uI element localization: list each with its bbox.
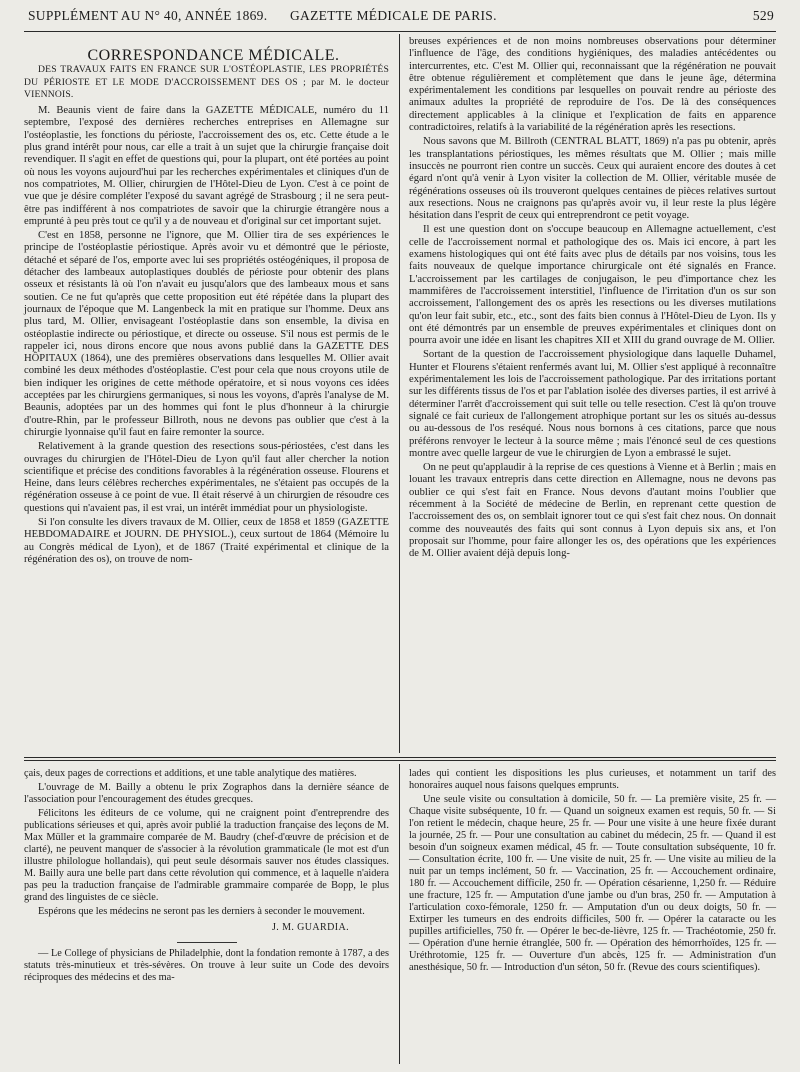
- fees-list: Une seule visite ou consultation à domicile, 50 fr. — La première visite, 25 fr. — Chaque visite subséquente, 10 fr. — Quand un soigneux examen est requis, 50 fr. — Si l'on retient le médecin, chaque heure, 25 fr. — Pour une visite à une heure fixée durant la journée, 25 fr. — Pour une consultation au cabinet du médecin, 25 fr. — Quand il est besoin d'un soigneux examen médical, 45 fr. — Toute consultation subséquente, 10 fr. — Consultation écrite, 100 fr. — Une visite de nuit, 25 fr. — Une visite au milieu de la nuit par un temps inclément, 50 fr. — Vaccination, 25 fr. — Accouchement ordinaire, 180 fr. — Accouchement difficile, 250 fr. — Opération césarienne, 1,250 fr. — Réduire une fracture, 125 fr. — Amputation d'une jambe ou d'un bras, 250 fr. — Amputation à l'articulation coxo-fémorale, 1250 fr. — Amputation d'un ou deux doigts, 50 fr. — Extirper les tumeurs en des endroits difficiles, 500 fr. — Opérer la cataracte ou les pupilles artificielles, 750 fr. — Opérer le bec-de-lièvre, 125 fr. — Trachéotomie, 250 fr. — Opération d'une hernie étranglée, 500 fr. — Opération des hémorrhoïdes, 125 fr. — Uréthrotomie, 125 fr. — Ouverture d'un abcès, 125 fr. — Administration d'un anesthésique, 50 fr. — Introduction d'un séton, 50 fr. (Revue des cours scientifiques).: [409, 794, 776, 973]
- column-divider-bottom: [399, 764, 400, 1064]
- review-left-column: [24, 768, 389, 984]
- article-paragraph: Relativement à la grande question des resections sous-périostées, c'est dans les ouvrages du chirurgien de l'Hôtel-Dieu de Lyon qu'il faut aller chercher la notion scientifique et précise des conditions favorables à la régénération osseuse. Flourens et Heine, dans leurs célèbres recherches expérimentales, ne s'étaient pas occupés de la régénération osseuse à ce point de vue. Il était réservé à un chirurgien de résoudre ces questions qui n'avaient pas, il est vrai, un intérêt immédiat pour un physiologiste.: [24, 441, 389, 514]
- article-paragraph: Nous savons que M. Billroth (CENTRAL BLATT, 1869) n'a pas pu obtenir, après les transplantations périostiques, les mêmes résultats que M. Ollier ; mais mille insuccès ne pourront rien contre un succès. Ceux qui auraient encore des doutes à cet égard n'ont qu'à venir à Lyon visiter la collection de M. Ollier, véritable musée de régénérations osseuses où ils trouveront quelques centaines de pièces relatives surtout aux resections. Nous ne craignons pas qu'après avoir vu, il leur reste la plus légère hésitation dans l'esprit de ceux qui entreprendront ce petit voyage.: [409, 136, 776, 222]
- fees-intro: lades qui contient les dispositions les plus curieuses, et notamment un tarif des honoraires auquel nous faisons quelques emprunts.: [409, 768, 776, 791]
- review-paragraph: Félicitons les éditeurs de ce volume, qui ne craignent point d'entreprendre des publications sérieuses et qui, après avoir publié la traduction française des leçons de M. Max Müller et la grammaire comparée de M. Baudry (chef-d'œuvre de précision et de clarté), ne peuvent manquer de s'associer à la révolution grammaticale (le mot est d'un illustre philologue hollandais), qui peut seule désormais sauver nos études classiques. M. Bailly aura une belle part dans cette révolution qui commence, et à laquelle n'aidera pas peu la traduction française de l'admirable grammaire comparée de Bopp, le plus grand des linguistes de ce siècle.: [24, 808, 389, 903]
- article-title: CORRESPONDANCE MÉDICALE.: [87, 47, 340, 64]
- header-page-number: 529: [752, 8, 774, 23]
- article-paragraph: C'est en 1858, personne ne l'ignore, que M. Ollier tira de ses expériences le principe de l'ostéoplastie périostique. Après avoir vu et démontré que le périoste, détaché et séparé de l'os, emporte avec lui ses propriétés ostéogéniques, il proposa de détacher des lambeaux autoplastiques doublés de périoste pour obtenir des plans osseux et résistants là où l'on n'avait eu jusqu'alors que des lambeaux mous et sans soutien. Ce ne fut qu'après que cette proposition eut été répétée dans la plupart des journaux de l'époque que M. Langenbeck la mit en pratique sur l'homme. Deux ans plus tard, M. Ollier, envisageant l'ostéoplastie dans son ensemble, la divisa en ostéoplastie indirecte ou périostique, et directe ou osseuse. S'il nous est permis de le rappeler ici, nous dirons encore que nous avons publié dans la GAZETTE DES HÔPITAUX (1864), une des premières observations dans lesquelles M. Ollier avait combiné les deux méthodes d'ostéoplastie. C'est pour cela que nous croyons utile de bien indiquer les origines de cette méthode opératoire, et si nous voyons ces idées acceptées par les chirurgiens germaniques, si nous les voyons, d'après l'analyse de M. Beaunis, adoptées par un des hommes qui font le plus d'honneur à la chirurgie d'outre-Rhin, par le professeur Billroth, nous ne devons pas oublier que c'est à la chirurgie lyonnaise qu'il faut en faire remonter la source.: [24, 230, 389, 438]
- review-signature: J. M. GUARDIA.: [272, 922, 349, 933]
- header-rule: [24, 31, 776, 32]
- review-paragraph: Espérons que les médecins ne seront pas les derniers à seconder le mouvement.: [38, 906, 365, 917]
- article-paragraph: Sortant de la question de l'accroissement physiologique dans laquelle Duhamel, Hunter et Flourens s'étaient renfermés avant lui, M. Ollier s'est appliqué à reconnaître expérimentalement les lois de l'accroissement pathologique. Par des irritations portant sur les différents tissus de l'os et par l'ablation isolée des diverses parties, il est arrivé à déterminer l'arrêt d'accroissement qui suit telle ou telle resection. C'est là qu'on trouve signalé ce fait curieux de l'allongement atrophique portant sur les os situés au-dessus ou au-dessous de l'os reséqué. Nous nous bornons à ces citations, parce que nous préférons renvoyer le lecteur à la source même ; mais l'énoncé seul de ces questions montre avec quelle largeur de vue le chirurgien de Lyon a embrassé le sujet.: [409, 349, 776, 459]
- article-paragraph: M. Beaunis vient de faire dans la GAZETTE MÉDICALE, numéro du 11 septembre, l'exposé des dernières recherches entreprises en Allemagne sur l'ostéoplastie, les fonctions du périoste, l'accroissement des os, etc. Cette étude a le plus grand intérêt pour nous, car elle a trait à un sujet que la chirurgie française doit revendiquer. Il s'agit en effet de questions qui, pour la plupart, ont été portées au point où nous les voyons aujourd'hui par les recherches expérimentales et cliniques d'un de nos compatriotes, M. Ollier, chirurgien de l'Hôtel-Dieu de Lyon. C'est à ce point de vue que je désire compléter l'exposé du savant agrégé de Strasbourg ; il ne sera peut-être pas indifférent à nos compatriotes de savoir que la chirurgie étrangère nous a emprunté à peu près tout ce qu'il y a de nouveau et d'original sur cet important sujet.: [24, 105, 389, 227]
- header-supplement: SUPPLÉMENT AU N° 40, ANNÉE 1869.: [28, 8, 268, 23]
- philadelphia-note: — Le College of physicians de Philadelphie, dont la fondation remonte à 1787, a des statuts très-minutieux et très-sévères. On trouve à leur suite un Code des devoirs réciproques des médecins et des ma-: [24, 948, 389, 983]
- article-paragraph: Il est une question dont on s'occupe beaucoup en Allemagne actuellement, c'est celle de l'accroissement normal et pathologique des os. Mais ici encore, à part les examens histologiques qui ont été faits avec plus de détails par nos voisins, tous les faits nouveaux de quelque importance chirurgicale ont été signalés en France. L'accroissement par les cartilages de conjugaison, le peu d'importance chez les mammifères de l'accroissement interstitiel, l'influence de l'irritation d'un os sur son accroissement, l'allongement des os après les resections ou les diverses mutilations qu'on leur fait subir, etc., etc., sont des faits bien connus à l'Hôtel-Dieu de Lyon. Ils y ont été démontrés par un ensemble de preuves expérimentales et cliniques dont on pourra avoir une idée en lisant les chapitres XII et XIII du grand ouvrage de M. Ollier.: [409, 224, 776, 347]
- header-journal-title: GAZETTE MÉDICALE DE PARIS.: [290, 8, 497, 23]
- review-paragraph: çais, deux pages de corrections et additions, et une table analytique des matières.: [24, 768, 357, 779]
- article-subtitle: DES TRAVAUX FAITS EN FRANCE SUR L'OSTÉOPLASTIE, LES PROPRIÉTÉS DU PÉRIOSTE ET LE MODE D'ACCROISSEMENT DES OS ; par M. le docteur VIENNOIS.: [24, 64, 389, 100]
- fees-right-column: [409, 768, 776, 974]
- column-divider-top: [399, 34, 400, 753]
- section-rule-bottom: [24, 760, 776, 761]
- article-paragraph: Si l'on consulte les divers travaux de M. Ollier, ceux de 1858 et 1859 (GAZETTE HEBDOMADAIRE et JOURN. DE PHYSIOL.), ceux surtout de 1864 (Mémoire lu au Congrès médical de Lyon), et de 1867 (Traité expérimental et clinique de la régénération des os), on trouve de nom-: [24, 516, 389, 565]
- article-paragraph: breuses expériences et de non moins nombreuses observations pour déterminer l'influence de l'âge, des conditions hygiéniques, des maladies antécédentes ou intercurrentes, etc. C'est M. Ollier qui, reconnaissant que la régénération ne pouvait être obtenue régulièrement et complètement que dans le jeune âge, détermina expérimentalement les conditions par lesquelles on pouvait rendre au périoste des animaux adultes la propriété de reproduire de l'os. De là des conséquences directement applicables à la clinique et l'explication de faits en apparence contradictoires, relatifs à la variabilité de la régénération après les resections.: [409, 36, 776, 134]
- article-paragraph: On ne peut qu'applaudir à la reprise de ces questions à Vienne et à Berlin ; mais en louant les travaux entrepris dans cette direction en Allemagne, nous ne devons pas oublier ce qui s'est fait en France. Nous devons d'autant moins l'oublier que récemment à la Société de médecine de Berlin, en reprenant cette question de l'accroissement des os, on semblait ignorer tout ce qui s'est fait chez nous. On donnait comme des nouveautés des faits qui sont connus à Lyon depuis six ans, et l'on proposait sur l'homme, pour faire allonger les os, des opérations que les expériences de M. Ollier avaient déjà depuis long-: [409, 462, 776, 560]
- article-right-column: [409, 36, 776, 560]
- running-header: [28, 8, 774, 28]
- article-left-column: [24, 47, 389, 566]
- review-paragraph: L'ouvrage de M. Bailly a obtenu le prix Zographos dans la dernière séance de l'association pour l'encouragement des études grecques.: [24, 782, 389, 805]
- section-rule-top: [24, 757, 776, 758]
- note-separator: [177, 942, 237, 943]
